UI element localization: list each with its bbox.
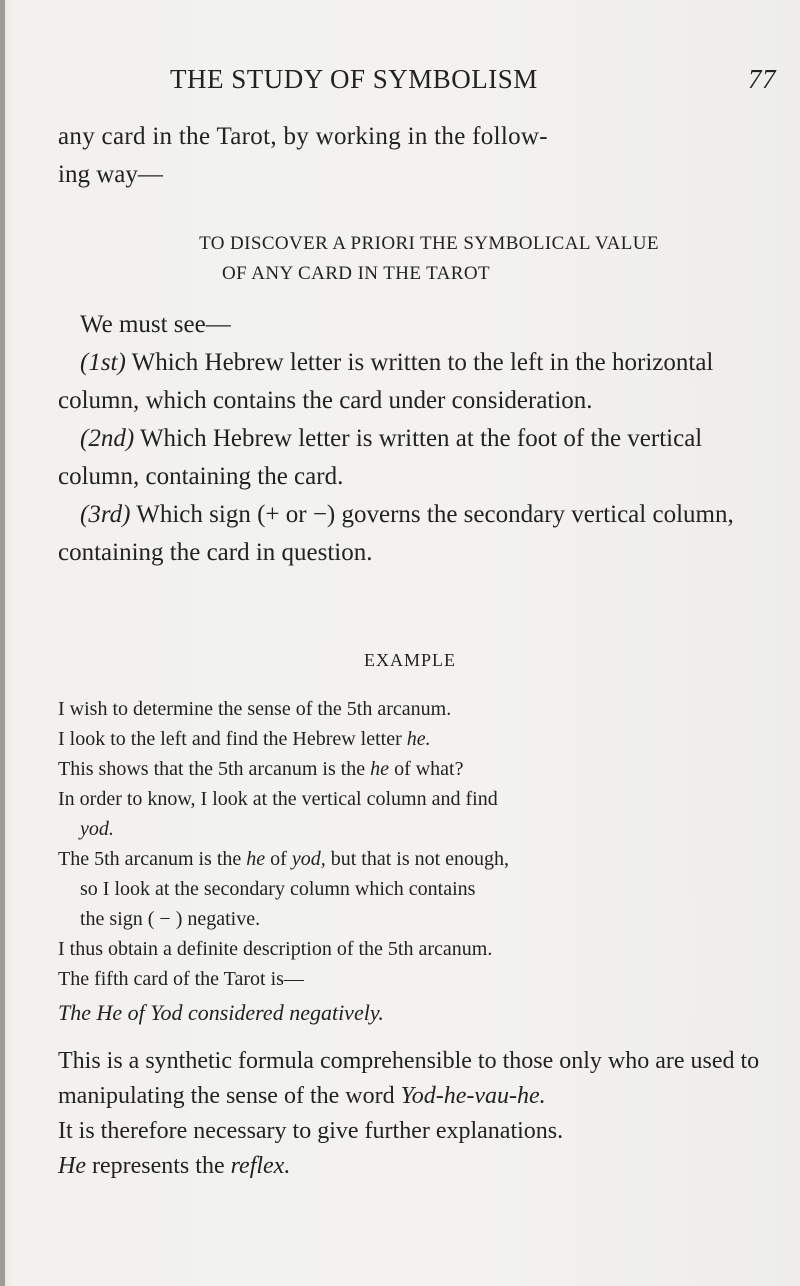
- closing-line: [58, 1044, 788, 1114]
- closing-line: It is therefore necessary to give further explanations.: [58, 1118, 564, 1144]
- page-spine-shadow: [0, 0, 5, 1286]
- example-line: [58, 844, 783, 874]
- intro-paragraph: [58, 118, 783, 194]
- example-italic: he: [370, 758, 390, 780]
- intro-line-2: ing way—: [58, 161, 163, 188]
- example-italic: he: [246, 848, 266, 870]
- example-text: of: [265, 848, 292, 870]
- example-text: of what?: [389, 758, 464, 780]
- example-text: This shows that the 5th arcanum is the: [58, 758, 371, 780]
- steps-lead: We must see—: [80, 311, 231, 338]
- example-line: the sign ( − ) negative.: [80, 908, 261, 930]
- example-text: The 5th arcanum is the: [58, 848, 247, 870]
- step-2: [58, 420, 778, 496]
- example-line: The fifth card of the Tarot is—: [58, 968, 304, 990]
- example-block: [58, 694, 783, 994]
- formula-line: The He of Yod considered negatively.: [58, 1000, 384, 1025]
- closing-paragraph: [58, 1044, 788, 1184]
- step-1-label: (1st): [80, 349, 126, 376]
- closing-italic: reflex.: [230, 1153, 291, 1179]
- section-heading-line-1: TO DISCOVER A PRIORI THE SYMBOLICAL VALUE: [199, 233, 659, 254]
- step-1: [58, 344, 778, 420]
- example-italic: he.: [406, 728, 431, 750]
- example-italic: yod.: [80, 818, 114, 840]
- example-line: [58, 754, 783, 784]
- example-italic: yod,: [291, 848, 326, 870]
- closing-text: represents the: [85, 1153, 231, 1179]
- example-line: I wish to determine the sense of the 5th arcanum.: [58, 698, 452, 720]
- running-title: THE STUDY OF SYMBOLISM: [170, 64, 538, 94]
- example-line: [58, 724, 783, 754]
- step-2-text: Which Hebrew letter is written at the foot of the vertical column, containing the card.: [58, 425, 703, 490]
- closing-italic: He: [58, 1153, 86, 1179]
- step-1-text: Which Hebrew letter is written to the left in the horizontal column, which contains the card under consideration.: [58, 349, 714, 414]
- step-3-label: (3rd): [80, 501, 131, 528]
- intro-line-1: any card in the Tarot, by working in the follow-: [58, 123, 548, 150]
- example-text: I look to the left and find the Hebrew letter: [58, 728, 407, 750]
- closing-line: [58, 1149, 788, 1184]
- example-text: but that is not enough,: [325, 848, 510, 870]
- example-line: In order to know, I look at the vertical column and find: [58, 788, 498, 810]
- example-line: I thus obtain a definite description of the 5th arcanum.: [58, 938, 493, 960]
- example-line: so I look at the secondary column which contains: [80, 878, 476, 900]
- step-3: [58, 496, 778, 572]
- steps-list: [58, 306, 778, 572]
- step-2-label: (2nd): [80, 425, 135, 452]
- step-3-text: Which sign (+ or −) governs the secondary vertical column, containing the card in question.: [58, 501, 734, 566]
- closing-text: This is a synthetic formula comprehensible to those only who are used to manipulating the sense of the word: [58, 1048, 760, 1109]
- running-header: [170, 64, 776, 98]
- page-number: 77: [748, 64, 776, 94]
- closing-italic: Yod-he-vau-he.: [400, 1083, 546, 1109]
- example-line: [58, 814, 783, 844]
- section-heading-line-2: OF ANY CARD IN THE TAROT: [222, 263, 490, 284]
- example-title: EXAMPLE: [364, 650, 456, 670]
